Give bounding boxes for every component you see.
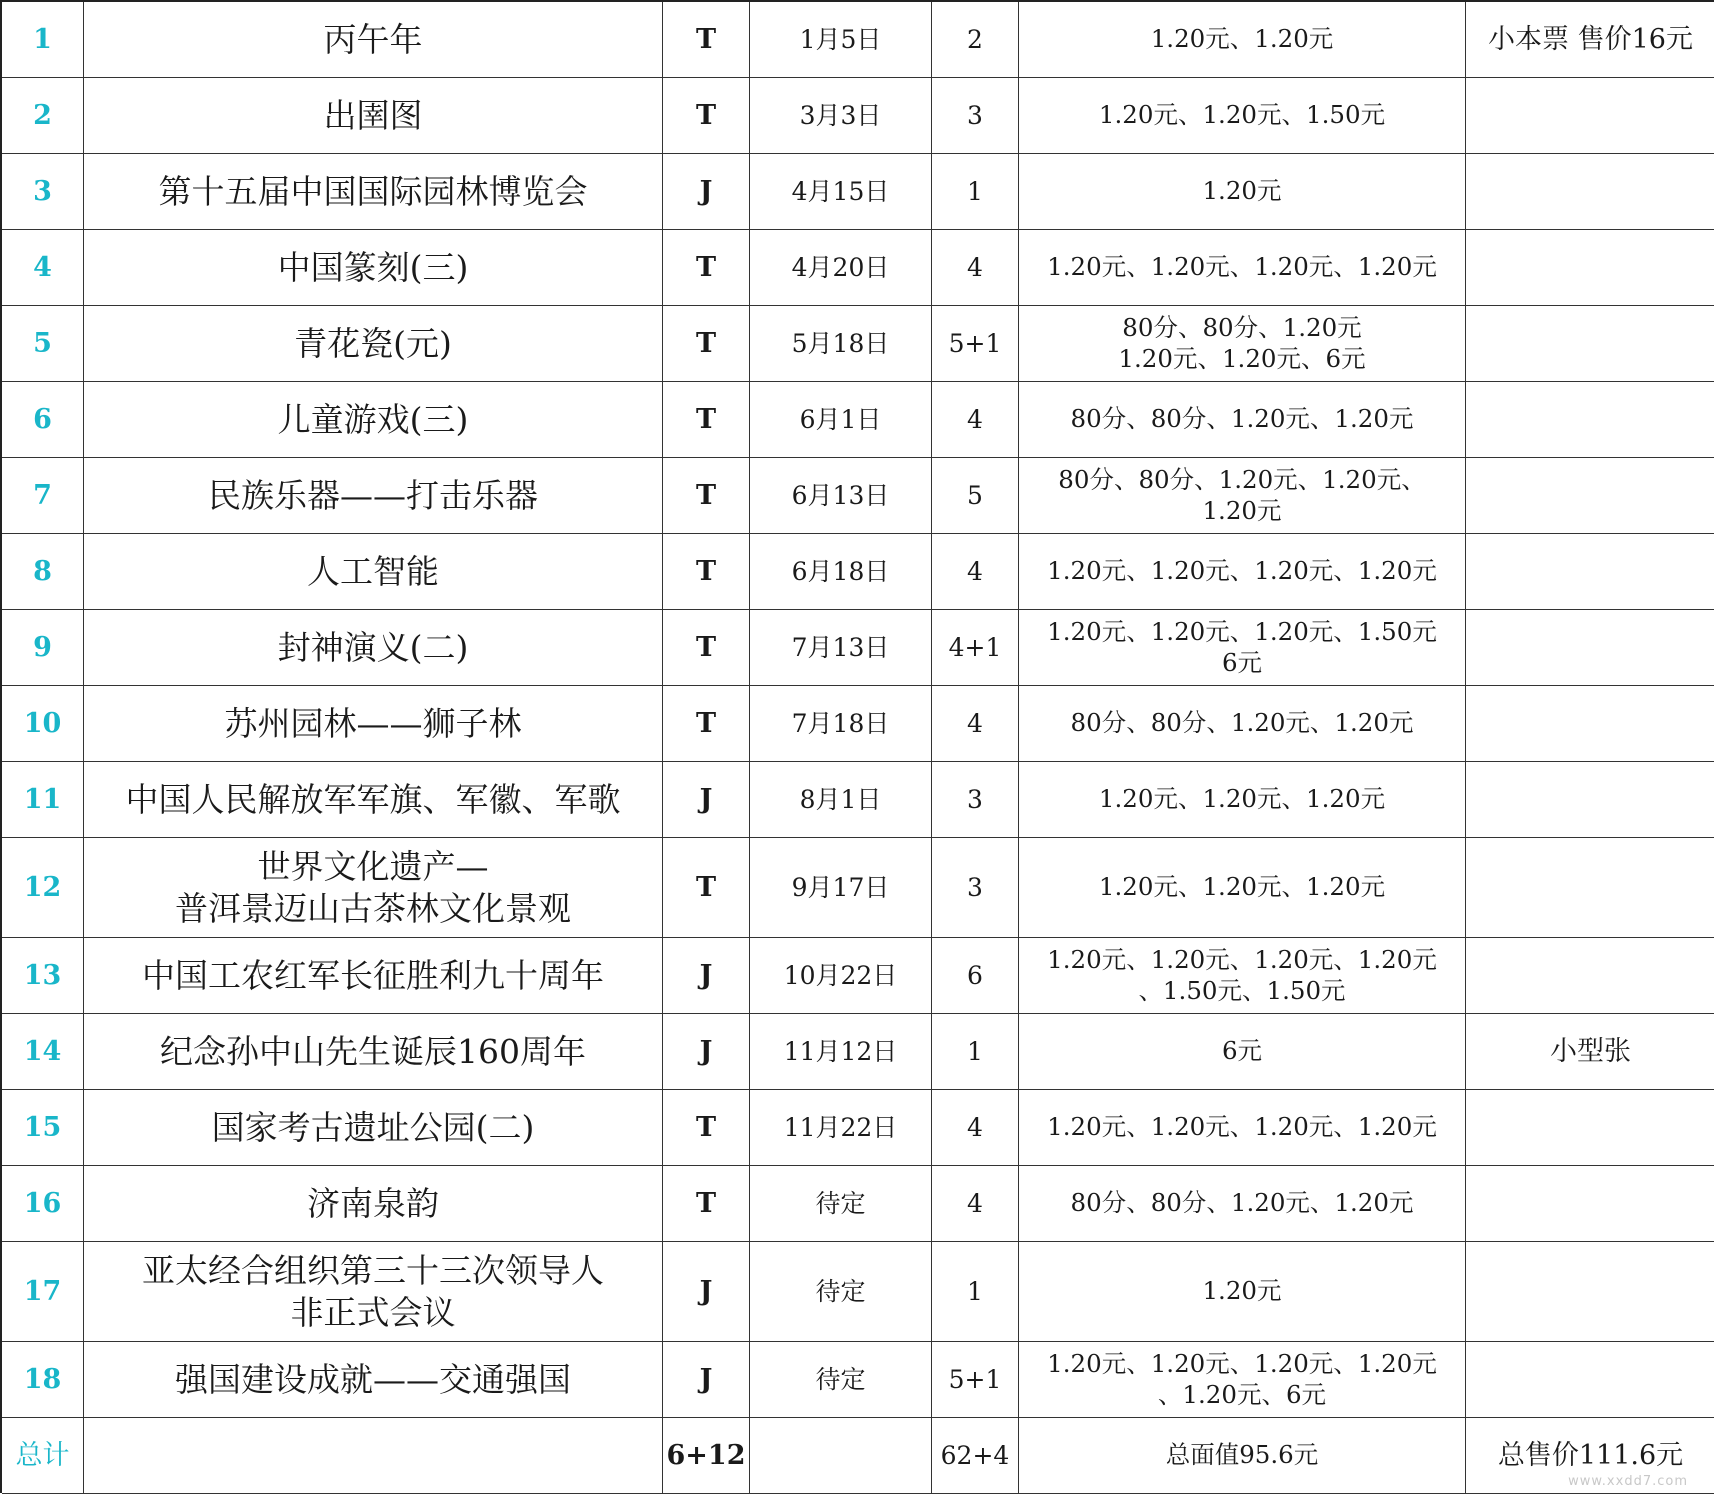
- stamp-name: 封神演义(二): [84, 610, 663, 686]
- watermark: www.xxdd7.com: [1568, 1474, 1688, 1489]
- stamp-type: J: [663, 1342, 750, 1418]
- face-values: 1.20元、1.20元、1.20元、1.20元 、1.20元、6元: [1019, 1342, 1466, 1418]
- stamp-type: T: [663, 382, 750, 458]
- row-index: 11: [2, 762, 84, 838]
- stamp-name: 苏州园林——狮子林: [84, 686, 663, 762]
- stamp-type: T: [663, 1166, 750, 1242]
- stamp-count: 1: [932, 1242, 1019, 1342]
- stamp-count: 5: [932, 458, 1019, 534]
- row-index: 3: [2, 154, 84, 230]
- stamp-name: 民族乐器——打击乐器: [84, 458, 663, 534]
- note: [1466, 762, 1714, 838]
- stamp-count: 1: [932, 154, 1019, 230]
- total-stamp-count: 62+4: [932, 1418, 1019, 1494]
- face-values: 1.20元: [1019, 1242, 1466, 1342]
- row-index: 18: [2, 1342, 84, 1418]
- stamp-type: J: [663, 762, 750, 838]
- row-index: 10: [2, 686, 84, 762]
- total-issue-date: [750, 1418, 932, 1494]
- stamp-type: T: [663, 686, 750, 762]
- stamp-name: 出圉图: [84, 78, 663, 154]
- row-index: 5: [2, 306, 84, 382]
- note: 小本票 售价16元: [1466, 2, 1714, 78]
- face-values: 1.20元、1.20元: [1019, 2, 1466, 78]
- note: [1466, 154, 1714, 230]
- row-index: 7: [2, 458, 84, 534]
- stamp-name: 济南泉韵: [84, 1166, 663, 1242]
- note: [1466, 686, 1714, 762]
- stamp-type: T: [663, 534, 750, 610]
- stamp-count: 1: [932, 1014, 1019, 1090]
- total-note: 总售价111.6元: [1466, 1418, 1714, 1494]
- row-index: 9: [2, 610, 84, 686]
- stamp-count: 4: [932, 382, 1019, 458]
- issue-date: 待定: [750, 1166, 932, 1242]
- issue-date: 待定: [750, 1342, 932, 1418]
- stamp-type: T: [663, 610, 750, 686]
- face-values: 1.20元、1.20元、1.20元: [1019, 762, 1466, 838]
- face-values: 1.20元、1.20元、1.20元、1.20元: [1019, 534, 1466, 610]
- issue-date: 3月3日: [750, 78, 932, 154]
- note: [1466, 534, 1714, 610]
- stamp-count: 4+1: [932, 610, 1019, 686]
- stamp-count: 6: [932, 938, 1019, 1014]
- total-stamp-name: [84, 1418, 663, 1494]
- total-face-values: 总面值95.6元: [1019, 1418, 1466, 1494]
- row-index: 13: [2, 938, 84, 1014]
- stamp-count: 4: [932, 1166, 1019, 1242]
- issue-date: 6月1日: [750, 382, 932, 458]
- face-values: 80分、80分、1.20元、1.20元: [1019, 686, 1466, 762]
- note: [1466, 1242, 1714, 1342]
- issue-date: 11月22日: [750, 1090, 932, 1166]
- stamp-count: 5+1: [932, 306, 1019, 382]
- note: [1466, 1342, 1714, 1418]
- stamp-type: T: [663, 458, 750, 534]
- note: [1466, 1166, 1714, 1242]
- note: [1466, 78, 1714, 154]
- stamp-name: 国家考古遗址公园(二): [84, 1090, 663, 1166]
- note: [1466, 458, 1714, 534]
- stamp-type: T: [663, 2, 750, 78]
- row-index: 2: [2, 78, 84, 154]
- face-values: 80分、80分、1.20元、1.20元: [1019, 1166, 1466, 1242]
- stamp-name: 青花瓷(元): [84, 306, 663, 382]
- face-values: 1.20元、1.20元、1.20元、1.20元 、1.50元、1.50元: [1019, 938, 1466, 1014]
- stamp-count: 3: [932, 762, 1019, 838]
- face-values: 80分、80分、1.20元 1.20元、1.20元、6元: [1019, 306, 1466, 382]
- stamp-name: 中国篆刻(三): [84, 230, 663, 306]
- row-index: 1: [2, 2, 84, 78]
- stamp-name: 中国人民解放军军旗、军徽、军歌: [84, 762, 663, 838]
- stamp-type: T: [663, 78, 750, 154]
- stamp-count: 4: [932, 1090, 1019, 1166]
- face-values: 1.20元、1.20元、1.20元、1.20元: [1019, 230, 1466, 306]
- issue-date: 8月1日: [750, 762, 932, 838]
- face-values: 1.20元: [1019, 154, 1466, 230]
- stamp-count: 4: [932, 230, 1019, 306]
- face-values: 1.20元、1.20元、1.20元: [1019, 838, 1466, 938]
- stamp-type: T: [663, 306, 750, 382]
- face-values: 6元: [1019, 1014, 1466, 1090]
- issue-date: 11月12日: [750, 1014, 932, 1090]
- face-values: 1.20元、1.20元、1.50元: [1019, 78, 1466, 154]
- stamp-type: J: [663, 154, 750, 230]
- note: [1466, 838, 1714, 938]
- issue-date: 6月13日: [750, 458, 932, 534]
- row-index: 14: [2, 1014, 84, 1090]
- stamp-type: T: [663, 838, 750, 938]
- stamp-name: 中国工农红军长征胜利九十周年: [84, 938, 663, 1014]
- stamp-name: 人工智能: [84, 534, 663, 610]
- note: 小型张: [1466, 1014, 1714, 1090]
- issue-date: 10月22日: [750, 938, 932, 1014]
- stamp-count: 3: [932, 838, 1019, 938]
- stamp-name: 强国建设成就——交通强国: [84, 1342, 663, 1418]
- stamp-type: T: [663, 1090, 750, 1166]
- stamp-type: J: [663, 1014, 750, 1090]
- note: [1466, 610, 1714, 686]
- row-index: 17: [2, 1242, 84, 1342]
- issue-date: 4月15日: [750, 154, 932, 230]
- note: [1466, 306, 1714, 382]
- stamp-type: J: [663, 938, 750, 1014]
- issue-date: 7月18日: [750, 686, 932, 762]
- face-values: 80分、80分、1.20元、1.20元、 1.20元: [1019, 458, 1466, 534]
- note: [1466, 230, 1714, 306]
- row-index: 6: [2, 382, 84, 458]
- issue-date: 待定: [750, 1242, 932, 1342]
- row-index: 16: [2, 1166, 84, 1242]
- issue-date: 5月18日: [750, 306, 932, 382]
- stamp-count: 5+1: [932, 1342, 1019, 1418]
- row-index: 4: [2, 230, 84, 306]
- face-values: 80分、80分、1.20元、1.20元: [1019, 382, 1466, 458]
- total-stamp-type: 6+12: [663, 1418, 750, 1494]
- stamp-type: T: [663, 230, 750, 306]
- face-values: 1.20元、1.20元、1.20元、1.20元: [1019, 1090, 1466, 1166]
- issue-date: 9月17日: [750, 838, 932, 938]
- face-values: 1.20元、1.20元、1.20元、1.50元 6元: [1019, 610, 1466, 686]
- note: [1466, 1090, 1714, 1166]
- row-index: 12: [2, 838, 84, 938]
- stamp-name: 世界文化遗产— 普洱景迈山古茶林文化景观: [84, 838, 663, 938]
- stamp-name: 亚太经合组织第三十三次领导人 非正式会议: [84, 1242, 663, 1342]
- stamp-name: 纪念孙中山先生诞辰160周年: [84, 1014, 663, 1090]
- issue-date: 1月5日: [750, 2, 932, 78]
- total-row-index: 总计: [2, 1418, 84, 1494]
- stamp-type: J: [663, 1242, 750, 1342]
- stamp-count: 4: [932, 686, 1019, 762]
- issue-date: 7月13日: [750, 610, 932, 686]
- stamp-count: 3: [932, 78, 1019, 154]
- issue-date: 4月20日: [750, 230, 932, 306]
- note: [1466, 382, 1714, 458]
- stamp-count: 4: [932, 534, 1019, 610]
- stamp-name: 第十五届中国国际园林博览会: [84, 154, 663, 230]
- stamp-name: 儿童游戏(三): [84, 382, 663, 458]
- row-index: 15: [2, 1090, 84, 1166]
- issue-date: 6月18日: [750, 534, 932, 610]
- stamp-count: 2: [932, 2, 1019, 78]
- row-index: 8: [2, 534, 84, 610]
- note: [1466, 938, 1714, 1014]
- stamp-name: 丙午年: [84, 2, 663, 78]
